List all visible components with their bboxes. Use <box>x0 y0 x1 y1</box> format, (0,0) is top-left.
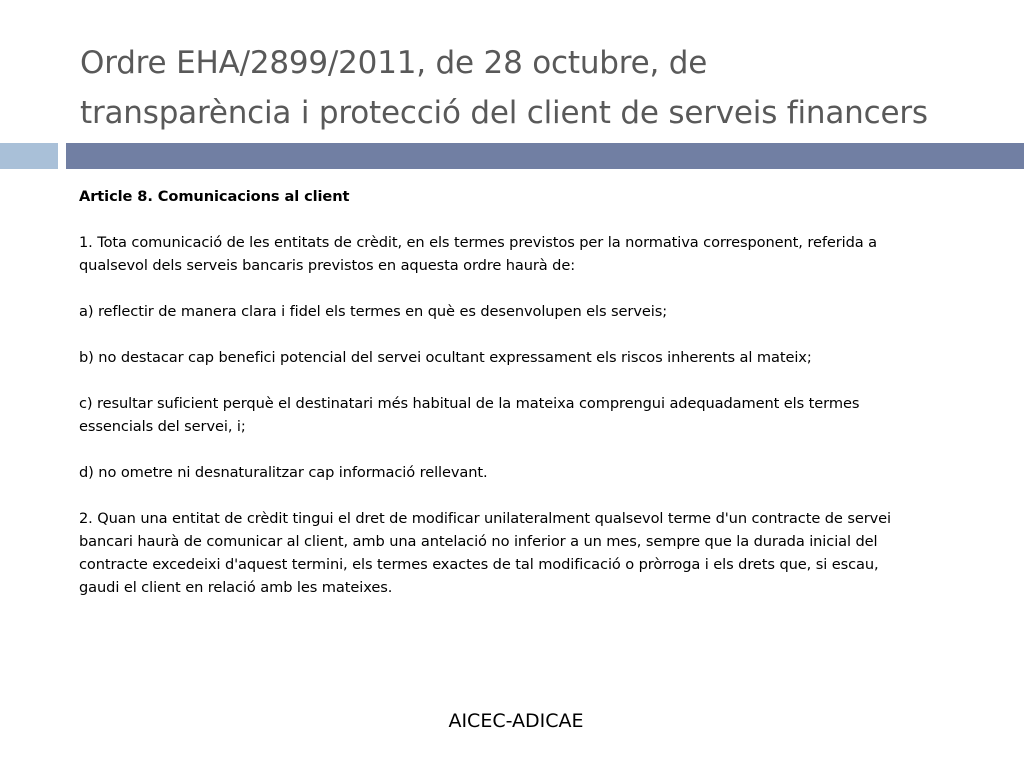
paragraph-line: bancari haurà de comunicar al client, amb una antelació no inferior a un mes, sempre que la durada inicial del <box>79 533 878 550</box>
article-paragraph <box>79 507 979 599</box>
title-divider-right <box>66 143 1024 169</box>
slide-title <box>80 38 1000 138</box>
paragraph-line: c) resultar suficient perquè el destinatari més habitual de la mateixa comprengui adequadament els termes <box>79 395 860 412</box>
paragraph-line: qualsevol dels serveis bancaris previstos en aquesta ordre haurà de: <box>79 257 576 274</box>
article-paragraph <box>79 231 979 277</box>
paragraph-line: 2. Quan una entitat de crèdit tingui el dret de modificar unilateralment qualsevol terme d'un contracte de servei <box>79 510 891 527</box>
article-paragraph <box>79 392 979 438</box>
article-paragraph <box>79 346 979 369</box>
paragraph-line: 1. Tota comunicació de les entitats de crèdit, en els termes previstos per la normativa corresponent, referida a <box>79 234 878 251</box>
article-body <box>79 185 979 622</box>
paragraph-line: a) reflectir de manera clara i fidel els termes en què es desenvolupen els serveis; <box>79 303 668 320</box>
article-paragraph <box>79 300 979 323</box>
title-divider-left <box>0 143 58 169</box>
article-paragraph <box>79 461 979 484</box>
footer-text: AICEC-ADICAE <box>448 710 584 732</box>
article-heading: Article 8. Comunicacions al client <box>79 188 350 205</box>
slide-title-line-1: Ordre EHA/2899/2011, de 28 octubre, de <box>80 45 708 81</box>
paragraph-line: d) no ometre ni desnaturalitzar cap informació rellevant. <box>79 464 488 481</box>
slide-title-line-2: transparència i protecció del client de serveis financers <box>80 95 928 131</box>
paragraph-line: gaudi el client en relació amb les mateixes. <box>79 579 393 596</box>
paragraph-line: b) no destacar cap benefici potencial del servei ocultant expressament els riscos inherents al mateix; <box>79 349 812 366</box>
paragraph-line: contracte excedeixi d'aquest termini, els termes exactes de tal modificació o pròrroga i els drets que, si escau, <box>79 556 879 573</box>
paragraph-line: essencials del servei, i; <box>79 418 246 435</box>
